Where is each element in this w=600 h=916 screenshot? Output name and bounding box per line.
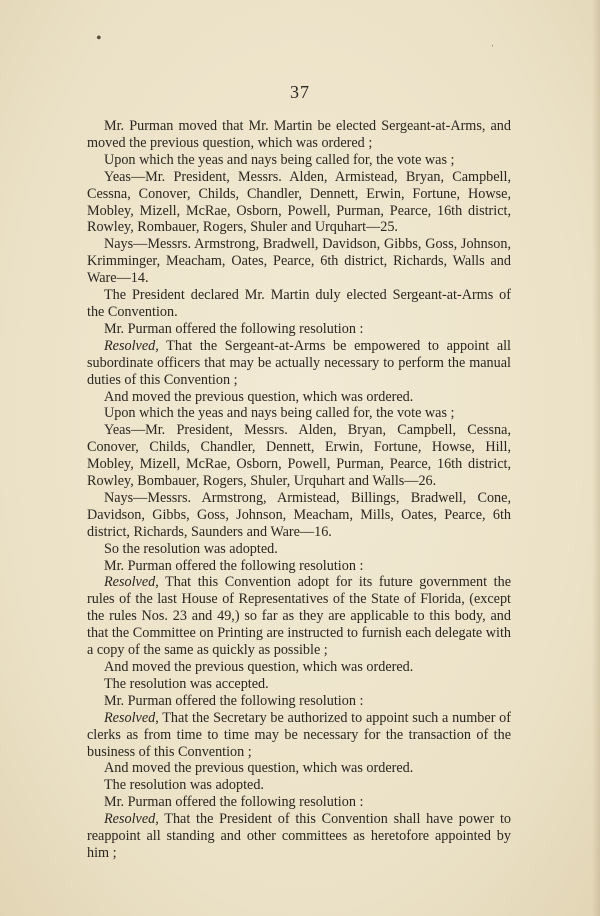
minutes-paragraph bbox=[87, 676, 511, 693]
paragraph-text: Yeas—Mr. President, Messrs. Alden, Bryan, Campbell, Cessna, Conover, Childs, Chandler, Dennett, Erwin, Fortune, Howse, Hill, Mobley, Mizell, McRae, Osborn, Powell, Purman, Pearce, 16th district, Rowley, Bombauer, Rogers, Shuler, Urquhart and Walls—26. bbox=[87, 422, 511, 490]
minutes-paragraph bbox=[87, 405, 511, 422]
paragraph-text: Upon which the yeas and nays being called for, the vote was ; bbox=[104, 151, 455, 168]
paragraph-text: Mr. Purman offered the following resolution : bbox=[104, 320, 364, 337]
minutes-paragraph bbox=[87, 558, 511, 575]
paragraph-text: That the Secretary be authorized to appoint such a number of clerks as from time to time may be necessary for the transaction of the business of this Convention ; bbox=[87, 709, 511, 760]
resolved-lead-word: Resolved, bbox=[104, 709, 159, 726]
paragraph-text: Mr. Purman moved that Mr. Martin be elected Sergeant-at-Arms, and moved the previous question, which was ordered ; bbox=[87, 118, 511, 151]
resolution-paragraph bbox=[87, 574, 511, 659]
paragraph-text: And moved the previous question, which was ordered. bbox=[104, 760, 414, 777]
page-edge-shadow bbox=[592, 0, 600, 916]
minutes-paragraph bbox=[87, 422, 511, 490]
resolved-lead-word: Resolved, bbox=[104, 574, 159, 591]
page-number: 37 bbox=[290, 82, 310, 102]
paragraph-text: Yeas—Mr. President, Messrs. Alden, Armistead, Bryan, Campbell, Cessna, Conover, Childs, Chandler, Dennett, Erwin, Fortune, Howse, Mobley, Mizell, McRae, Osborn, Powell, Purman, Pearce, 16th district, Rowley, Rombauer, Rogers, Shuler and Urquhart—25. bbox=[87, 168, 511, 236]
resolution-paragraph bbox=[87, 710, 511, 761]
minutes-paragraph bbox=[87, 659, 511, 676]
minutes-paragraph bbox=[87, 169, 511, 237]
resolution-paragraph bbox=[87, 338, 511, 389]
paragraph-text: That the Sergeant-at-Arms be empowered to appoint all subordinate officers that may be actually necessary to perform the manual duties of this Convention ; bbox=[87, 337, 511, 388]
paragraph-text: That the President of this Convention shall have power to reappoint all standing and other committees as heretofore appointed by him ; bbox=[87, 811, 511, 861]
minutes-paragraph bbox=[87, 760, 511, 777]
ink-mark-left: • bbox=[96, 30, 102, 47]
paragraph-text: Mr. Purman offered the following resolution : bbox=[104, 794, 364, 811]
minutes-paragraph bbox=[87, 236, 511, 287]
paragraph-text: Nays—Messrs. Armstrong, Bradwell, Davidson, Gibbs, Goss, Johnson, Krimminger, Meacham, Oates, Pearce, 6th district, Richards, Walls and Ware—14. bbox=[87, 236, 511, 287]
resolved-lead-word: Resolved, bbox=[104, 811, 159, 828]
paragraph-text: And moved the previous question, which was ordered. bbox=[104, 388, 414, 405]
paragraph-text: The resolution was accepted. bbox=[104, 675, 269, 692]
minutes-paragraph bbox=[87, 152, 511, 169]
paragraph-text: And moved the previous question, which was ordered. bbox=[104, 659, 414, 675]
paragraph-text: Mr. Purman offered the following resolution : bbox=[104, 692, 364, 709]
minutes-paragraph bbox=[87, 794, 511, 811]
minutes-paragraph bbox=[87, 693, 511, 710]
paragraph-text: That this Convention adopt for its future government the rules of the last House of Representatives of the State of Florida, (except the rules Nos. 23 and 49,) so far as they are applicable to this body, and that the Committee on Printing are instructed to furnish each delegate with a copy of the same as quickly as possible ; bbox=[87, 574, 511, 659]
paragraph-text: Upon which the yeas and nays being called for, the vote was ; bbox=[104, 405, 455, 422]
ink-mark-right: ˈ bbox=[491, 44, 495, 55]
minutes-paragraph bbox=[87, 287, 511, 321]
minutes-paragraph bbox=[87, 490, 511, 541]
minutes-paragraph bbox=[87, 118, 511, 152]
paragraph-text: So the resolution was adopted. bbox=[104, 540, 278, 557]
paragraph-text: Nays—Messrs. Armstrong, Armistead, Billings, Bradwell, Cone, Davidson, Gibbs, Goss, Johnson, Meacham, Mills, Oates, Pearce, 6th district, Richards, Saunders and Ware—16. bbox=[87, 489, 511, 540]
minutes-paragraph bbox=[87, 389, 511, 406]
resolved-lead-word: Resolved, bbox=[104, 337, 159, 354]
paragraph-text: The resolution was adopted. bbox=[104, 777, 264, 794]
resolution-paragraph bbox=[87, 811, 511, 862]
minutes-paragraph bbox=[87, 321, 511, 338]
document-body bbox=[87, 118, 511, 862]
minutes-paragraph bbox=[87, 777, 511, 794]
paragraph-text: Mr. Purman offered the following resolution : bbox=[104, 557, 364, 574]
minutes-paragraph bbox=[87, 541, 511, 558]
paragraph-text: The President declared Mr. Martin duly elected Sergeant-at-Arms of the Convention. bbox=[87, 287, 511, 320]
